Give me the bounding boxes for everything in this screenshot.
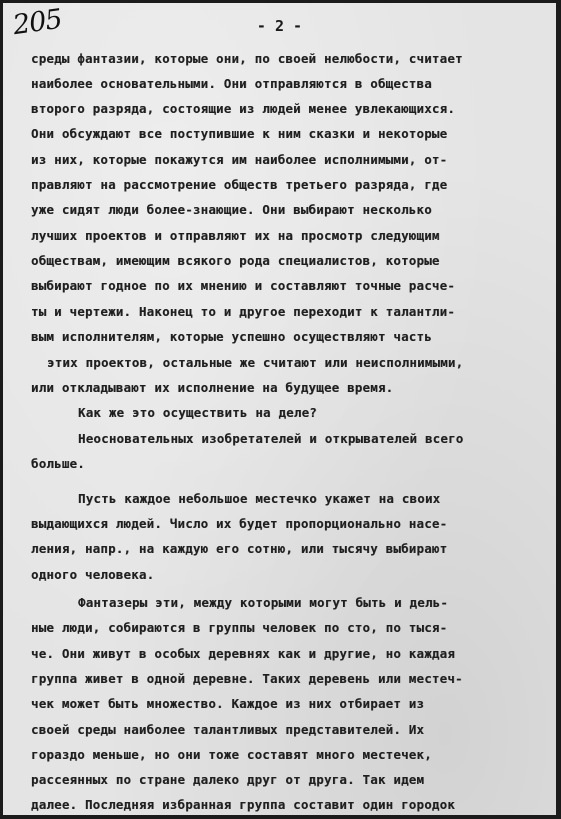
text-line: своей среды наиболее талантливых представителей. Их (31, 722, 425, 737)
text-line: Фантазеры эти, между которыми могут быть и дель- (78, 595, 449, 610)
text-line: правляют на рассмотрение обществ третьего разряда, где (31, 177, 448, 192)
text-line: среды фантазии, которые они, по своей нелюбости, считает (31, 51, 463, 66)
text-line: второго разряда, состоящие из людей менее увлекающихся. (31, 101, 456, 116)
text-line: Неосновательных изобретателей и открывателей всего (78, 431, 464, 446)
text-line: чек может быть множество. Каждое из них отбирает из (31, 696, 425, 711)
text-line: наиболее основательными. Они отправляются в общества (31, 76, 432, 91)
text-line: выбирают годное по их мнению и составляют точные расче- (31, 278, 456, 293)
text-line: ления, напр., на каждую его сотню, или тысячу выбирают (31, 541, 448, 556)
text-line: группа живет в одной деревне. Таких деревень или местеч- (31, 671, 463, 686)
text-line: Они обсуждают все поступившие к ним сказки и некоторые (31, 126, 448, 141)
text-line: ты и чертежи. Наконец то и другое переходит к талантли- (31, 304, 456, 319)
text-line: лучших проектов и отправляют их на просмотр следующим (31, 228, 440, 243)
text-line: из них, которые покажутся им наиболее исполнимыми, от- (31, 152, 448, 167)
text-line: или откладывают их исполнение на будущее время. (31, 380, 394, 395)
text-line: обществам, имеющим всякого рода специалистов, которые (31, 253, 440, 268)
text-line: одного человека. (31, 567, 155, 582)
text-line: рассеянных по стране далеко друг от друга. Так идем (31, 772, 425, 787)
text-line: Пусть каждое небольшое местечко укажет на своих (78, 491, 441, 506)
text-line: ные люди, собираются в группы человек по сто, по тыся- (31, 620, 448, 635)
text-line: Как же это осуществить на деле? (78, 405, 318, 420)
text-line: гораздо меньше, но они тоже составят много местечек, (31, 747, 432, 762)
text-line: вым исполнителям, которые успешно осуществляют часть (31, 329, 432, 344)
page-number: - 2 - (256, 17, 303, 35)
text-line: больше. (31, 456, 85, 471)
text-line: этих проектов, остальные же считают или неисполнимыми, (47, 355, 464, 370)
text-line: уже сидят люди более-знающие. Они выбирают несколько (31, 202, 432, 217)
text-line: че. Они живут в особых деревнях как и другие, но каждая (31, 646, 456, 661)
text-line: далее. Последняя избранная группа составит один городок (31, 797, 456, 812)
document-page (3, 3, 556, 815)
handwritten-folio-number: 205 (11, 3, 64, 42)
text-line: выдающихся людей. Число их будет пропорционально насе- (31, 516, 448, 531)
